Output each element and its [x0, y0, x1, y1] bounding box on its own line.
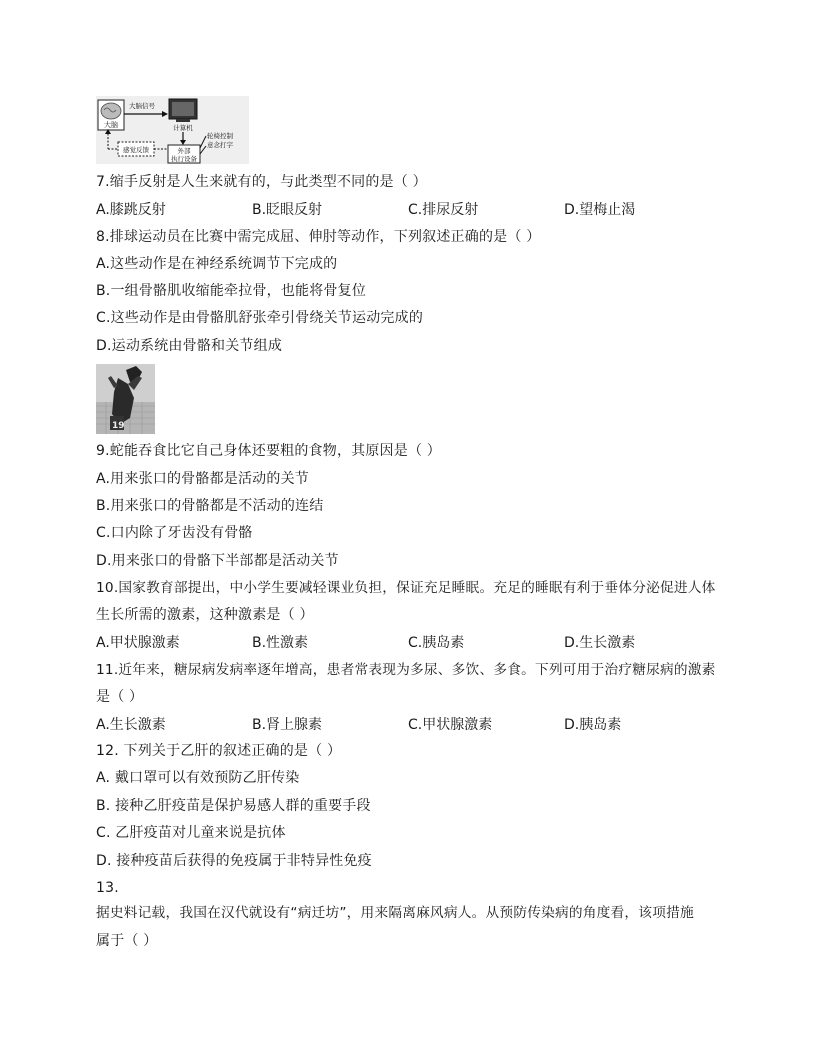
question-13-stem-line-2: 属于（ ）: [96, 933, 158, 949]
question-8-stem: 8.排球运动员在比赛中需完成屈、伸肘等动作，下列叙述正确的是（ ）: [96, 229, 541, 245]
question-11-option-b: B.肾上腺素: [252, 717, 323, 733]
jersey-number: 19: [112, 421, 125, 431]
question-11-option-c: C.甲状腺激素: [408, 717, 493, 733]
label-computer: 计算机: [173, 124, 193, 132]
question-8-option-a: A.这些动作是在神经系统调节下完成的: [96, 256, 338, 272]
label-wheelchair-2: 意念打字: [207, 141, 233, 149]
question-11-option-a: A.生长激素: [96, 717, 166, 733]
question-10-option-c: C.胰岛素: [408, 635, 465, 651]
question-9-option-d: D.用来张口的骨骼下半部都是活动关节: [96, 553, 339, 569]
question-12-option-d: D. 接种疫苗后获得的免疫属于非特异性免疫: [96, 853, 372, 869]
question-7-option-c: C.排尿反射: [408, 202, 479, 218]
volleyball-player-photo: [96, 364, 155, 434]
label-wheelchair-1: 轮椅控制: [207, 132, 233, 140]
question-8-option-c: C.这些动作是由骨骼肌舒张牵引骨绕关节运动完成的: [96, 310, 424, 326]
question-12-stem: 12. 下列关于乙肝的叙述正确的是（ ）: [96, 743, 342, 759]
question-7-option-b: B.眨眼反射: [252, 202, 323, 218]
question-9-option-a: A.用来张口的骨骼都是活动的关节: [96, 471, 309, 487]
label-brain-signal: 大脑信号: [129, 102, 155, 110]
question-9-option-b: B.用来张口的骨骼都是不活动的连结: [96, 498, 324, 514]
question-10-stem-line-1: 10.国家教育部提出，中小学生要减轻课业负担，保证充足睡眠。充足的睡眠有利于垂体分泌促进人体: [96, 580, 716, 596]
question-12-option-a: A. 戴口罩可以有效预防乙肝传染: [96, 770, 300, 786]
label-brain: 大脑: [104, 121, 118, 129]
question-10-option-d: D.生长激素: [564, 635, 636, 651]
question-10-option-b: B.性激素: [252, 635, 309, 651]
question-13-number: 13.: [96, 880, 119, 896]
question-12-option-c: C. 乙肝疫苗对儿童来说是抗体: [96, 825, 286, 841]
question-9-option-c: C.口内除了牙齿没有骨骼: [96, 525, 253, 541]
brain-computer-interface-diagram: [96, 96, 249, 164]
question-13-stem-line-1: 据史料记载，我国在汉代就设有“病迁坊”，用来隔离麻风病人。从预防传染病的角度看，该项措施: [96, 905, 694, 921]
label-external-1: 外部: [177, 147, 191, 155]
question-11-stem-line-2: 是（ ）: [96, 689, 144, 705]
label-feedback: 感觉反馈: [123, 146, 149, 154]
question-10-stem-line-2: 生长所需的激素，这种激素是（ ）: [96, 607, 314, 623]
question-7-option-d: D.望梅止渴: [564, 202, 636, 218]
question-8-option-d: D.运动系统由骨骼和关节组成: [96, 338, 283, 354]
question-11-stem-line-1: 11.近年来，糖尿病发病率逐年增高，患者常表现为多尿、多饮、多食。下列可用于治疗糖尿病的激素: [96, 662, 716, 678]
question-10-option-a: A.甲状腺激素: [96, 635, 180, 651]
question-7-option-a: A.膝跳反射: [96, 202, 166, 218]
question-7-stem: 7.缩手反射是人生来就有的，与此类型不同的是（ ）: [96, 174, 427, 190]
question-8-option-b: B.一组骨骼肌收缩能牵拉骨，也能将骨复位: [96, 283, 367, 299]
question-12-option-b: B. 接种乙肝疫苗是保护易感人群的重要手段: [96, 798, 371, 814]
question-9-stem: 9.蛇能吞食比它自己身体还要粗的食物，其原因是（ ）: [96, 443, 442, 459]
question-11-option-d: D.胰岛素: [564, 717, 622, 733]
label-external-2: 执行设备: [171, 155, 197, 163]
